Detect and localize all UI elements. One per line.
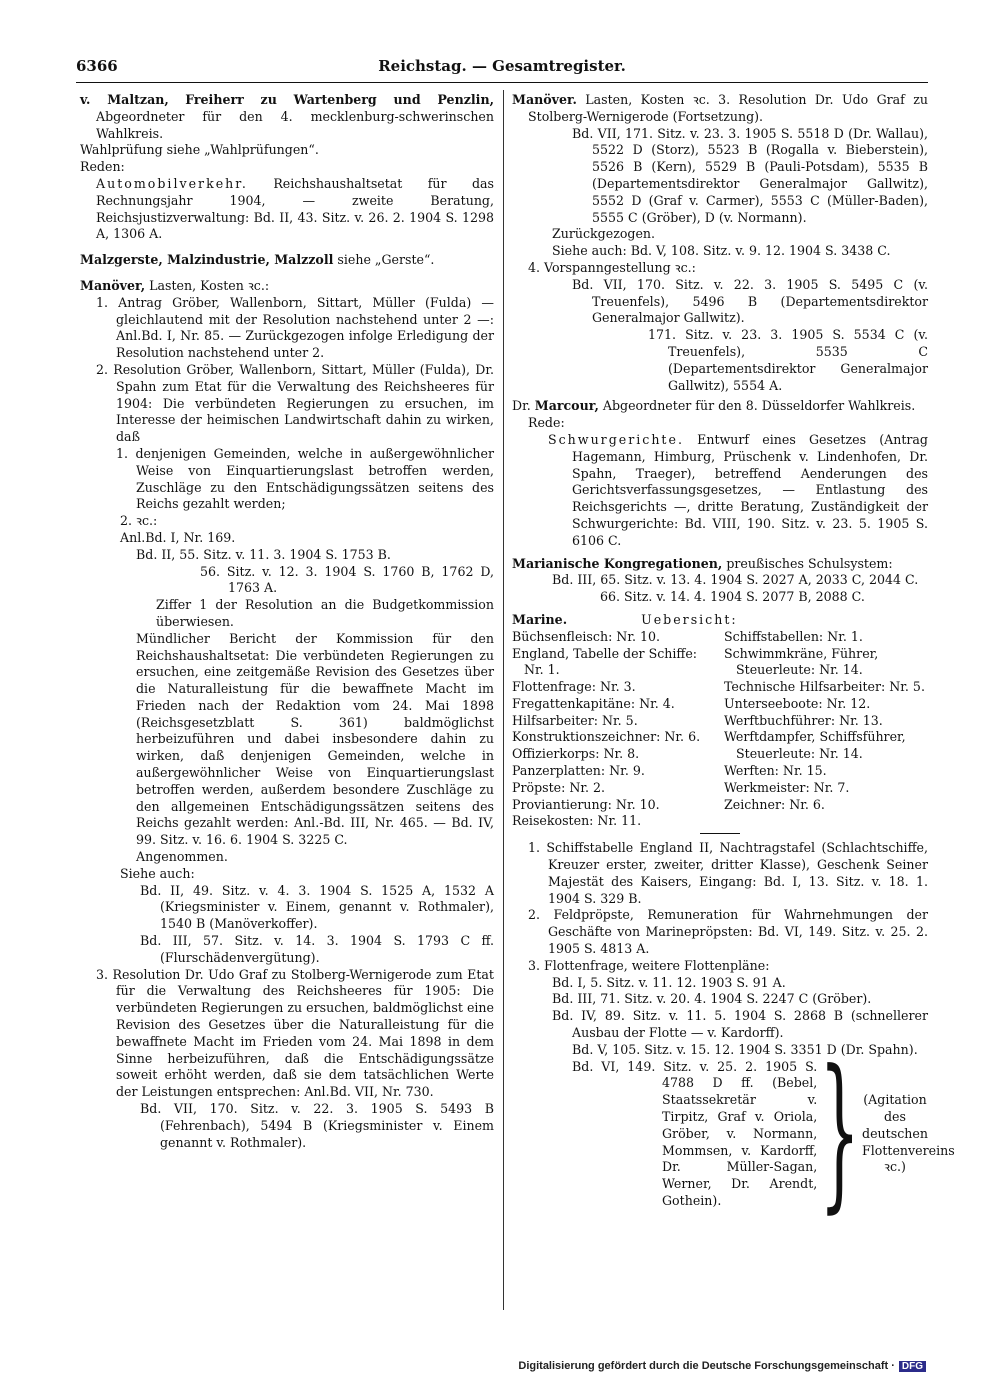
overview-item: Technische Hilfsarbeiter: Nr. 5. <box>724 679 925 695</box>
entry-reference: siehe „Gerste“. <box>337 252 435 268</box>
overview-item: Proviantierung: Nr. 10. <box>512 796 660 812</box>
session-reference: Bd. V, 105. Sitz. v. 15. 12. 1904 S. 3351 D (Dr. Spahn). <box>572 1041 918 1057</box>
overview-item: Werkmeister: Nr. 7. <box>724 779 850 795</box>
speech-schwurgerichte <box>512 432 928 550</box>
entry-heading: Manöver. <box>512 92 577 107</box>
session-reference: Bd. III, 71. Sitz. v. 20. 4. 1904 S. 2247 C (Gröber). <box>552 991 872 1007</box>
entry-heading: Marianische Kongregationen, <box>512 555 723 571</box>
entry-maltzan <box>80 92 494 142</box>
overview-item: Reisekosten: Nr. 11. <box>512 813 642 829</box>
session-reference: Bd. IV, 89. Sitz. v. 11. 5. 1904 S. 2868 B (schnellerer Ausbau der Flotte — v. Kardorff). <box>552 1008 928 1041</box>
list-item: 3. Resolution Dr. Udo Graf zu Stolberg-Wernigerode zum Etat für die Verwaltung des Reichsheeres für 1905: Die verbündeten Regierungen zu ersuchen, baldmöglichst eine Revision des Gesetzes über die Naturalleistung für die bewaffnete Macht im Frieden vom 24. Mai 1898 in dem Sinne herbeizuführen, daß die Entschädigungssätze soweit erhöht werden, daß sie dem tatsächlichen Werte der Leistungen entsprechen: Anl.Bd. VII, Nr. 730. <box>96 966 494 1100</box>
entry-marianische <box>512 556 928 573</box>
list-item: 1. Antrag Gröber, Wallenborn, Sittart, Müller (Fulda) — gleichlautend mit der Resolution nachstehend unter 2 —: Anl.Bd. I, Nr. 85. — Zurückgezogen infolge Erledigung der Resolution nachstehend unter 2. <box>96 294 494 361</box>
session-reference: 171. Sitz. v. 23. 3. 1905 S. 5534 C (v. Treuenfels), 5535 C (Departementsdirektor Generalmajor Gallwitz), 5554 A. <box>648 327 928 393</box>
speech-text: Entwurf eines Gesetzes (Antrag Hagemann, Himburg, Prüschenk v. Lindenhofen, Dr. Spahn, Traeger), betreffend Aenderungen des Gerichtsverfassungsgesetzes, — Entlastung des Reichsgerichts —, dritte Beratung, Zuständigkeit der Schwurgerichte: Bd. VIII, 190. Sitz. v. 23. 5. 1905 S. 6106 C. <box>572 431 928 548</box>
overview-item: Unterseeboote: Nr. 12. <box>724 695 871 711</box>
overview-item: Büchsenfleisch: Nr. 10. <box>512 628 661 644</box>
entry-heading: Marine. <box>512 611 568 627</box>
note: Ziffer 1 der Resolution an die Budgetkommission überwiesen. <box>156 597 494 629</box>
overview-item: Hilfsarbeiter: Nr. 5. <box>512 712 638 728</box>
session-reference: Bd. II, 55. Sitz. v. 11. 3. 1904 S. 1753 B. <box>136 546 391 562</box>
overview-label: Uebersicht: <box>641 611 738 627</box>
overview-item: Werften: Nr. 15. <box>724 763 827 779</box>
overview-item: Schiffstabellen: Nr. 1. <box>724 628 863 644</box>
entry-heading: Malzgerste, Malzindustrie, Malzzoll <box>80 252 334 268</box>
dfg-logo: DFG <box>899 1361 926 1372</box>
session-reference: Bd. III, 65. Sitz. v. 13. 4. 1904 S. 2027 A, 2033 C, 2044 C. <box>552 572 919 588</box>
overview-item: Werftbuchführer: Nr. 13. <box>724 712 883 728</box>
entry-marcour <box>512 398 928 415</box>
session-reference: Bd. I, 5. Sitz. v. 11. 12. 1903 S. 91 A. <box>552 974 786 990</box>
entry-description: Abgeordneter für den 8. Düsseldorfer Wahlkreis. <box>602 398 916 414</box>
entry-title: Freiherr zu Wartenberg und Penzlin, <box>185 92 494 107</box>
overview-item: Panzerplatten: Nr. 9. <box>512 763 645 779</box>
speech-topic: Schwurgerichte. <box>548 431 684 447</box>
entry-manoever <box>80 278 494 295</box>
overview-left-column <box>512 629 716 831</box>
overview-item: Pröpste: Nr. 2. <box>512 779 606 795</box>
entry-subheading: preußisches Schulsystem: <box>726 555 893 571</box>
list-item: 1. Schiffstabelle England II, Nachtragstafel (Schlachtschiffe, Kreuzer erster, zweiter, dritter Klasse), Geschenk Seiner Majestät des Kaisers, Eingang: Bd. I, 13. Sitz. v. 18. 1. 1904 S. 329 B. <box>528 840 928 906</box>
footer-text: Digitalisierung gefördert durch die Deutsche Forschungsgemeinschaft · <box>518 1360 895 1372</box>
overview-item: Zeichner: Nr. 6. <box>724 796 825 812</box>
page-header <box>76 57 928 81</box>
list-item: 2. Feldpröpste, Remuneration für Wahrnehmungen der Geschäfte von Marinepröpsten: Bd. VI, 149. Sitz. v. 25. 2. 1905 S. 4813 A. <box>528 907 928 957</box>
left-column <box>80 92 494 1151</box>
entry-prefix: Dr. <box>512 398 531 414</box>
overview-item: Offizierkorps: Nr. 8. <box>512 746 640 762</box>
entry-subheading: Lasten, Kosten ꝛc.: <box>149 277 270 293</box>
overview-grid <box>512 629 928 831</box>
footer <box>518 1360 926 1372</box>
overview-item: Fregattenkapitäne: Nr. 4. <box>512 695 675 711</box>
overview-item: England, Tabelle der Schiffe: Nr. 1. <box>512 645 698 678</box>
speech-text: Reichshaushaltsetat für das Rechnungsjahr 1904, — zweite Beratung, Reichsjustizverwaltung: Bd. II, 43. Sitz. v. 26. 2. 1904 S. 1298 A, 1306 A. <box>96 175 494 242</box>
list-item: 2. Resolution Gröber, Wallenborn, Sittart, Müller (Fulda), Dr. Spahn zum Etat für die Verwaltung des Reichsheeres für 1904: Die verbündeten Regierungen zu ersuchen, im Interesse der heimischen Landwirtschaft dahin zu wirken, daß <box>96 361 494 445</box>
sub-list-item: 2. ꝛc.: <box>120 513 158 529</box>
brace-glyph: } <box>819 1038 860 1231</box>
header-rule <box>76 82 928 83</box>
session-reference: Bd. VII, 170. Sitz. v. 22. 3. 1905 S. 5493 B (Fehrenbach), 5494 B (Kriegsminister v. Einem genannt v. Rothmaler). <box>140 1101 494 1150</box>
see-also: Siehe auch: Bd. V, 108. Sitz. v. 9. 12. 1904 S. 3438 C. <box>552 243 891 259</box>
page-title: Reichstag. — Gesamtregister. <box>378 57 626 75</box>
wahlpruefung-ref: Wahlprüfung siehe „Wahlprüfungen“. <box>80 142 319 158</box>
status-note: Zurückgezogen. <box>552 226 656 242</box>
session-reference: Bd. III, 57. Sitz. v. 14. 3. 1904 S. 1793 C ff. (Flurschädenvergütung). <box>140 933 494 965</box>
overview-item: Konstruktionszeichner: Nr. 6. <box>512 729 701 745</box>
reden-label: Reden: <box>80 159 125 175</box>
session-reference: Bd. VII, 170. Sitz. v. 22. 3. 1905 S. 5495 C (v. Treuenfels), 5496 B (Departementsdirektor Generalmajor Gallwitz). <box>572 276 928 326</box>
list-item: 4. Vorspanngestellung ꝛc.: <box>528 259 696 275</box>
rede-label: Rede: <box>528 415 565 431</box>
status-note: Angenommen. <box>136 849 228 865</box>
entry-description: Abgeordneter für den 4. mecklenburg-schwerinschen Wahlkreis. <box>96 108 494 141</box>
speech-automobil <box>80 176 494 243</box>
annex-reference: Anl.Bd. I, Nr. 169. <box>120 529 236 545</box>
list-item: 3. Flottenfrage, weitere Flottenpläne: <box>528 957 770 973</box>
committee-report: Mündlicher Bericht der Kommission für den Reichshaushaltsetat: Die verbündeten Regierungen zu ersuchen, eine zeitgemäße Revision des Gesetzes über die Naturalleistung für die bewaffnete Macht im Frieden nach der Redaktion vom 24. Mai 1898 (Reichsgesetzblatt S. 361) baldmöglichst herbeizuführen und dabei insbesondere dahin zu wirken, daß denjenigen Gemeinden, welche in außergewöhnlicher Weise von Einquartierungslast betroffen werden, außerdem besondere Zuschläge zu den allgemeinen Entschädigungssätzen seitens des Reichs gezahlt werden: Anl.-Bd. III, Nr. 465. — Bd. IV, 99. Sitz. v. 16. 6. 1904 S. 3225 C. <box>136 630 494 848</box>
session-reference: Bd. VII, 171. Sitz. v. 23. 3. 1905 S. 5518 D (Dr. Wallau), 5522 D (Storz), 5523 B (Rogalla v. Bieberstein), 5526 B (Kern), 5529 B (Pauli-Potsdam), 5535 B (Departementsdirektor Generalmajor Gallwitz), 5552 D (Graf v. Carmer), 5553 C (Müller-Baden), 5555 C (Gröber), D (v. Normann). <box>572 125 928 225</box>
see-also-label: Siehe auch: <box>120 865 195 881</box>
session-reference: Bd. II, 49. Sitz. v. 4. 3. 1904 S. 1525 A, 1532 A (Kriegsminister v. Einem, genannt v. Rothmaler), 1540 B (Manöverkoffer). <box>140 882 494 932</box>
entry-name: v. Maltzan, <box>80 92 169 107</box>
overview-item: Werftdampfer, Schiffsführer, Steuerleute: Nr. 14. <box>724 729 906 762</box>
overview-item: Flottenfrage: Nr. 3. <box>512 679 636 695</box>
page-number: 6366 <box>76 57 118 75</box>
overview-right-column <box>724 629 928 831</box>
speech-topic: Automobilverkehr. <box>96 175 248 191</box>
section-divider <box>700 833 740 834</box>
entry-manoever-continued <box>512 92 928 126</box>
session-reference: 56. Sitz. v. 12. 3. 1904 S. 1760 B, 1762 D, 1763 A. <box>200 563 494 596</box>
entry-heading: Manöver, <box>80 277 146 293</box>
entry-marine <box>512 612 928 629</box>
entry-continuation: Lasten, Kosten ꝛc. 3. Resolution Dr. Udo Graf zu Stolberg-Wernigerode (Fortsetzung). <box>528 92 928 124</box>
entry-malzgerste <box>80 252 494 269</box>
overview-item: Schwimmkräne, Führer, Steuerleute: Nr. 14. <box>724 645 879 678</box>
entry-name: Marcour, <box>534 398 599 414</box>
column-divider <box>503 90 504 1310</box>
session-reference: Bd. VI, 149. Sitz. v. 25. 2. 1905 S. 4788 D ff. (Bebel, Staatssekretär v. Tirpitz, Graf v. Oriola, Gröber, v. Normann, Mommsen, v. Kardorff, Dr. Müller-Sagan, Werner, Dr. Arendt, Gothein). <box>572 1058 818 1208</box>
brace-note: (Agitation des deutschen Flottenvereins ꝛc.) <box>862 1092 955 1175</box>
sub-list-item: 1. denjenigen Gemeinden, welche in außergewöhnlicher Weise von Einquartierungslast betroffen werden, Zuschläge zu den Entschädigungssätzen seitens des Reichs gezahlt werden; <box>116 445 494 512</box>
right-column <box>512 92 955 1231</box>
session-reference: 66. Sitz. v. 14. 4. 1904 S. 2077 B, 2088 C. <box>600 589 865 605</box>
